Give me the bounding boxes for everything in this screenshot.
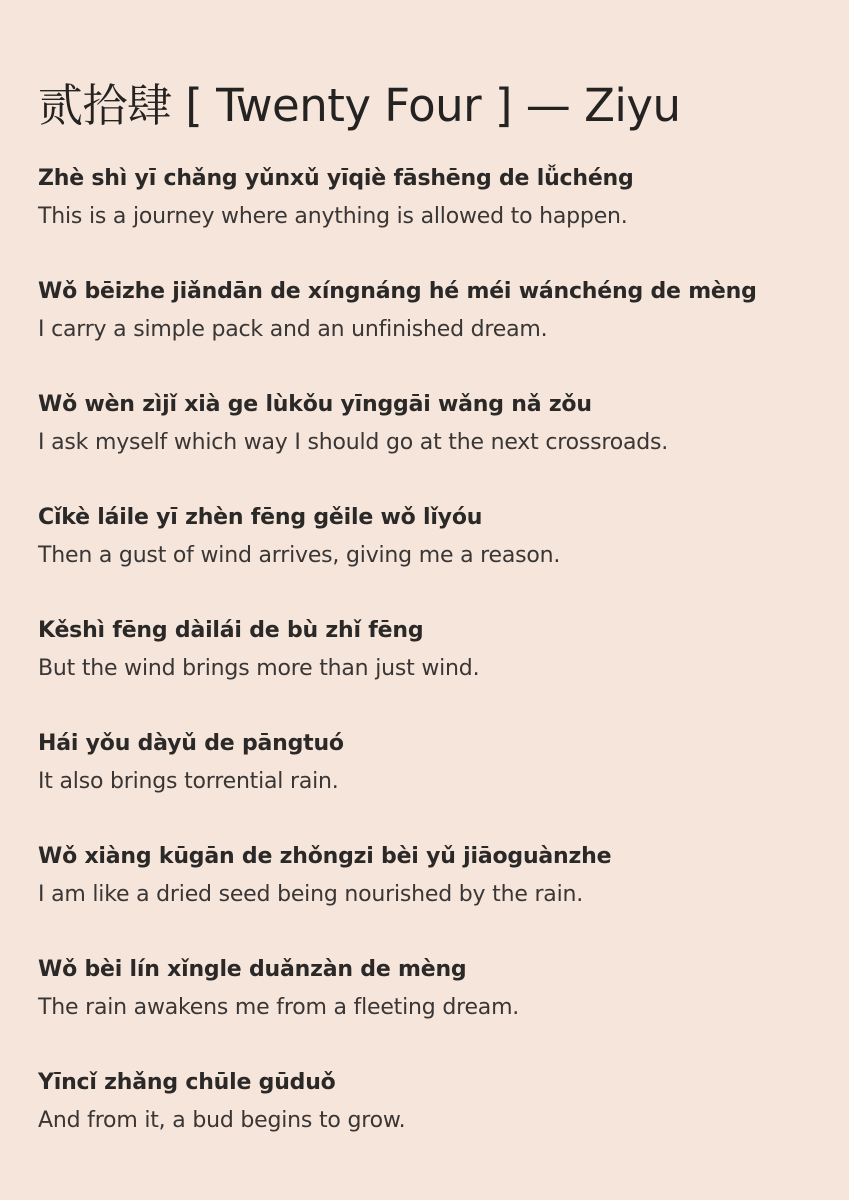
translation-line: The rain awakens me from a fleeting dream. [38, 995, 520, 1020]
translation-line: This is a journey where anything is allowed to happen. [38, 204, 628, 229]
verse-4 [38, 503, 811, 616]
pinyin-line: Hái yǒu dàyǔ de pāngtuó [38, 731, 344, 756]
pinyin-line: Cǐkè láile yī zhèn fēng gěile wǒ lǐyóu [38, 505, 483, 530]
translation-line: I ask myself which way I should go at the next crossroads. [38, 430, 669, 455]
translation-line: Then a gust of wind arrives, giving me a reason. [38, 543, 561, 568]
pinyin-line: Kěshì fēng dàilái de bù zhǐ fēng [38, 618, 424, 643]
verse-8 [38, 955, 811, 1068]
verse-5 [38, 616, 811, 729]
translation-line: I carry a simple pack and an unfinished dream. [38, 317, 548, 342]
translation-line: And from it, a bud begins to grow. [38, 1108, 406, 1133]
pinyin-line: Wǒ bèi lín xǐngle duǎnzàn de mèng [38, 957, 467, 982]
verse-3 [38, 390, 811, 503]
pinyin-line: Wǒ xiàng kūgān de zhǒngzi bèi yǔ jiāoguànzhe [38, 844, 612, 869]
verse-list [38, 164, 811, 1181]
translation-line: I am like a dried seed being nourished by the rain. [38, 882, 584, 907]
verse-7 [38, 842, 811, 955]
translation-line: But the wind brings more than just wind. [38, 656, 480, 681]
verse-6 [38, 729, 811, 842]
verse-1 [38, 164, 811, 277]
poem-title: 贰拾肆 [ Twenty Four ] — Ziyu [38, 79, 681, 132]
verse-2 [38, 277, 811, 390]
pinyin-line: Zhè shì yī chǎng yǔnxǔ yīqiè fāshēng de lǚchéng [38, 166, 634, 191]
verse-9 [38, 1068, 811, 1181]
translation-line: It also brings torrential rain. [38, 769, 339, 794]
pinyin-line: Wǒ bēizhe jiǎndān de xíngnáng hé méi wánchéng de mèng [38, 279, 757, 304]
pinyin-line: Wǒ wèn zìjǐ xià ge lùkǒu yīnggāi wǎng nǎ zǒu [38, 392, 592, 417]
pinyin-line: Yīncǐ zhǎng chūle gūduǒ [38, 1070, 336, 1095]
